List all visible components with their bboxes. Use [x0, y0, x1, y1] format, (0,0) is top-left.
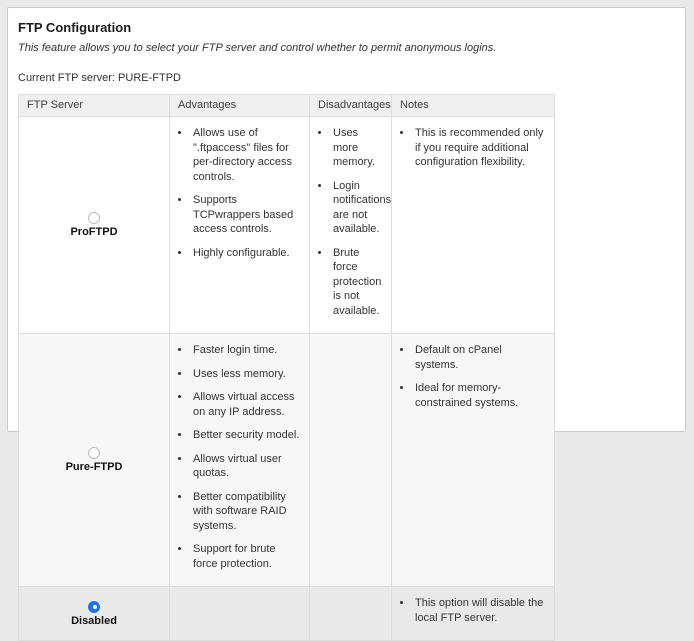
bullet-item: • Faster login time. [191, 343, 301, 358]
current-ftp-server-text: Current FTP server: PURE-FTPD [18, 72, 181, 84]
server-label-disabled: Disabled [71, 614, 117, 627]
server-cell-pureftpd [19, 334, 170, 587]
table-row-disabled [19, 587, 555, 641]
column-header-ftp-server: FTP Server [19, 95, 170, 117]
bullet-item: • Allows use of ".ftpaccess" files for per-directory access controls. [191, 126, 301, 184]
radio-proftpd[interactable] [88, 212, 100, 224]
ftp-server-comparison-table [18, 94, 555, 641]
page-title: FTP Configuration [18, 20, 132, 35]
notes-list [400, 596, 546, 625]
bullet-item: • Highly configurable. [191, 246, 301, 261]
bullet-item: • Uses less memory. [191, 367, 301, 382]
server-cell-proftpd [19, 117, 170, 334]
notes-cell-pureftpd [392, 334, 555, 587]
bullet-item: • Better compatibility with software RAID systems. [191, 490, 301, 534]
disadvantages-cell-disabled [310, 587, 392, 641]
bullet-item: • Allows virtual user quotas. [191, 452, 301, 481]
server-label-pureftpd: Pure-FTPD [65, 461, 123, 474]
ftp-configuration-panel [7, 7, 686, 627]
page-subtitle: This feature allows you to select your FTP server and control whether to permit anonymous logins. [18, 42, 497, 54]
advantages-list [178, 126, 301, 260]
bullet-item: • Allows virtual access on any IP address. [191, 390, 301, 419]
notes-list [400, 126, 546, 170]
column-header-notes: Notes [392, 95, 555, 117]
notes-cell-proftpd [392, 117, 555, 334]
server-label-proftpd: ProFTPD [70, 226, 118, 239]
disadvantages-cell-pureftpd [310, 334, 392, 587]
bullet-item: • Support for brute force protection. [191, 542, 301, 571]
notes-cell-disabled [392, 587, 555, 641]
table-row-proftpd [19, 117, 555, 334]
column-header-disadvantages: Disadvantages [310, 95, 392, 117]
advantages-cell-proftpd [170, 117, 310, 334]
bullet-item: • Supports TCPwrappers based access controls. [191, 193, 301, 237]
table-header-row [19, 95, 555, 117]
bullet-item: • Uses more memory. [331, 126, 383, 170]
disadvantages-list [318, 126, 392, 318]
radio-disabled[interactable] [88, 601, 100, 613]
advantages-cell-pureftpd [170, 334, 310, 587]
bullet-item: • Brute force protection is not available. [331, 246, 383, 319]
advantages-cell-disabled [170, 587, 310, 641]
server-cell-disabled [19, 587, 170, 641]
bullet-item: • Default on cPanel systems. [413, 343, 546, 372]
column-header-advantages: Advantages [170, 95, 310, 117]
advantages-list [178, 343, 301, 571]
bullet-item: • This is recommended only if you require additional configuration flexibility. [413, 126, 546, 170]
bullet-item: • Better security model. [191, 428, 301, 443]
bullet-item: • Login notifications are not available. [331, 179, 383, 237]
radio-pureftpd[interactable] [88, 447, 100, 459]
bullet-item: • This option will disable the local FTP server. [413, 596, 546, 625]
bullet-item: • Ideal for memory-constrained systems. [413, 381, 546, 410]
disadvantages-cell-proftpd [310, 117, 392, 334]
notes-list [400, 343, 546, 410]
table-row-pureftpd [19, 334, 555, 587]
